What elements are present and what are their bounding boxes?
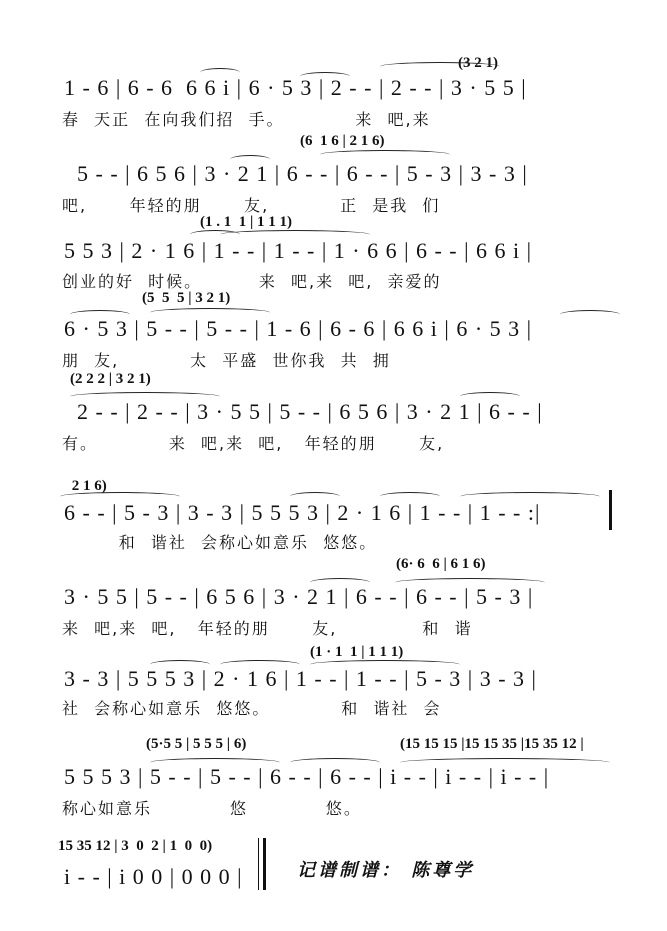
lyrics-line: 朋 友, 太 平盛 世你我 共 拥 — [62, 351, 391, 370]
tie-mark — [460, 392, 520, 401]
tie-mark — [300, 72, 350, 81]
notation-line: 5 5 3 | 2 · 1 6 | 1 - - | 1 - - | 1 · 6 6 | 6 - - | 6 6 i | — [64, 238, 533, 263]
harmony-line: (3 2 1) — [458, 55, 498, 71]
repeat-barline — [606, 490, 612, 530]
tie-mark — [310, 660, 460, 669]
lyrics-line: 创业的好 时候。 来 吧,来 吧, 亲爱的 — [62, 272, 442, 291]
tie-mark — [150, 758, 280, 767]
harmony-line: 15 35 12 | 3 0 2 | 1 0 0) — [58, 838, 213, 854]
score-system-7 — [0, 556, 667, 646]
final-barline — [258, 838, 266, 890]
harmony-line: (1 . 1 1 | 1 1 1) — [200, 214, 293, 230]
notation-line: 6 - - | 5 - 3 | 3 - 3 | 5 5 5 3 | 2 · 1 6 | 1 - - | 1 - - :| — [64, 500, 541, 525]
notation-line: i - - | i 0 0 | 0 0 0 | — [64, 864, 243, 889]
lyrics-line: 有。 来 吧,来 吧, 年轻的朋 友, — [62, 434, 445, 453]
score-system-2 — [0, 133, 667, 223]
score-system-1 — [0, 55, 667, 145]
score-system-6 — [0, 470, 667, 560]
tie-mark — [380, 62, 500, 71]
tie-mark — [70, 392, 220, 401]
harmony-line: (1 · 1 1 | 1 1 1) — [310, 644, 404, 660]
harmony-line: (6 1 6 | 2 1 6) — [300, 133, 385, 149]
tie-mark — [60, 492, 180, 501]
lyrics-line: 社 会称心如意乐 悠悠。 和 谐社 会 — [62, 699, 442, 718]
lyrics-line: 称心如意乐 悠 悠。 — [62, 799, 362, 818]
harmony-line: (5·5 5 | 5 5 5 | 6) — [146, 736, 247, 752]
score-system-8 — [0, 642, 667, 732]
score-system-9 — [0, 734, 667, 824]
tie-mark — [220, 660, 300, 669]
lyrics-line: 和 谐社 会称心如意乐 悠悠。 — [62, 533, 378, 552]
harmony-line: (5 5 5 | 3 2 1) — [142, 290, 231, 306]
tie-mark — [70, 310, 130, 319]
lyrics-line: 春 天正 在向我们招 手。 来 吧,来 — [62, 110, 431, 129]
tie-mark — [150, 660, 210, 669]
tie-mark — [395, 578, 545, 587]
tie-mark — [290, 492, 340, 501]
tie-mark — [400, 758, 610, 767]
tie-mark — [290, 758, 380, 767]
harmony-line: (6· 6 6 | 6 1 6) — [396, 556, 486, 572]
notation-line: 3 - 3 | 5 5 5 3 | 2 · 1 6 | 1 - - | 1 - - | 5 - 3 | 3 - 3 | — [64, 666, 537, 691]
tie-mark — [460, 492, 600, 501]
notation-line: 3 · 5 5 | 5 - - | 6 5 6 | 3 · 2 1 | 6 - - | 6 - - | 5 - 3 | — [64, 584, 534, 609]
arranger-credit: 记谱制谱： 陈尊学 — [297, 860, 475, 881]
tie-mark — [230, 155, 270, 164]
tie-mark — [320, 150, 450, 159]
tie-mark — [560, 310, 620, 319]
tie-mark — [380, 492, 440, 501]
tie-mark — [200, 68, 240, 77]
score-system-4 — [0, 290, 667, 380]
harmony-line-right: (15 15 15 |15 15 35 |15 35 12 | — [400, 736, 584, 752]
notation-line: 1 - 6 | 6 - 6 6 6 i | 6 · 5 3 | 2 - - | 2 - - | 3 · 5 5 | — [64, 75, 527, 100]
notation-line: 5 5 5 3 | 5 - - | 5 - - | 6 - - | 6 - - | i - - | i - - | i - - | — [64, 764, 550, 789]
tie-mark — [220, 230, 370, 239]
harmony-line: 2 1 6) — [68, 478, 107, 494]
notation-line: 2 - - | 2 - - | 3 · 5 5 | 5 - - | 6 5 6 | 3 · 2 1 | 6 - - | — [64, 399, 543, 424]
notation-line: 5 - - | 6 5 6 | 3 · 2 1 | 6 - - | 6 - - | 5 - 3 | 3 - 3 | — [64, 161, 528, 186]
notation-line: 6 · 5 3 | 5 - - | 5 - - | 1 - 6 | 6 - 6 | 6 6 i | 6 · 5 3 | — [64, 316, 533, 341]
lyrics-line: 吧, 年轻的朋 友, 正 是我 们 — [62, 196, 441, 215]
tie-mark — [150, 308, 270, 317]
tie-mark — [310, 578, 370, 587]
harmony-line: (2 2 2 | 3 2 1) — [70, 371, 151, 387]
score-system-5 — [0, 371, 667, 461]
lyrics-line: 来 吧,来 吧, 年轻的朋 友, 和 谐 — [62, 619, 473, 638]
